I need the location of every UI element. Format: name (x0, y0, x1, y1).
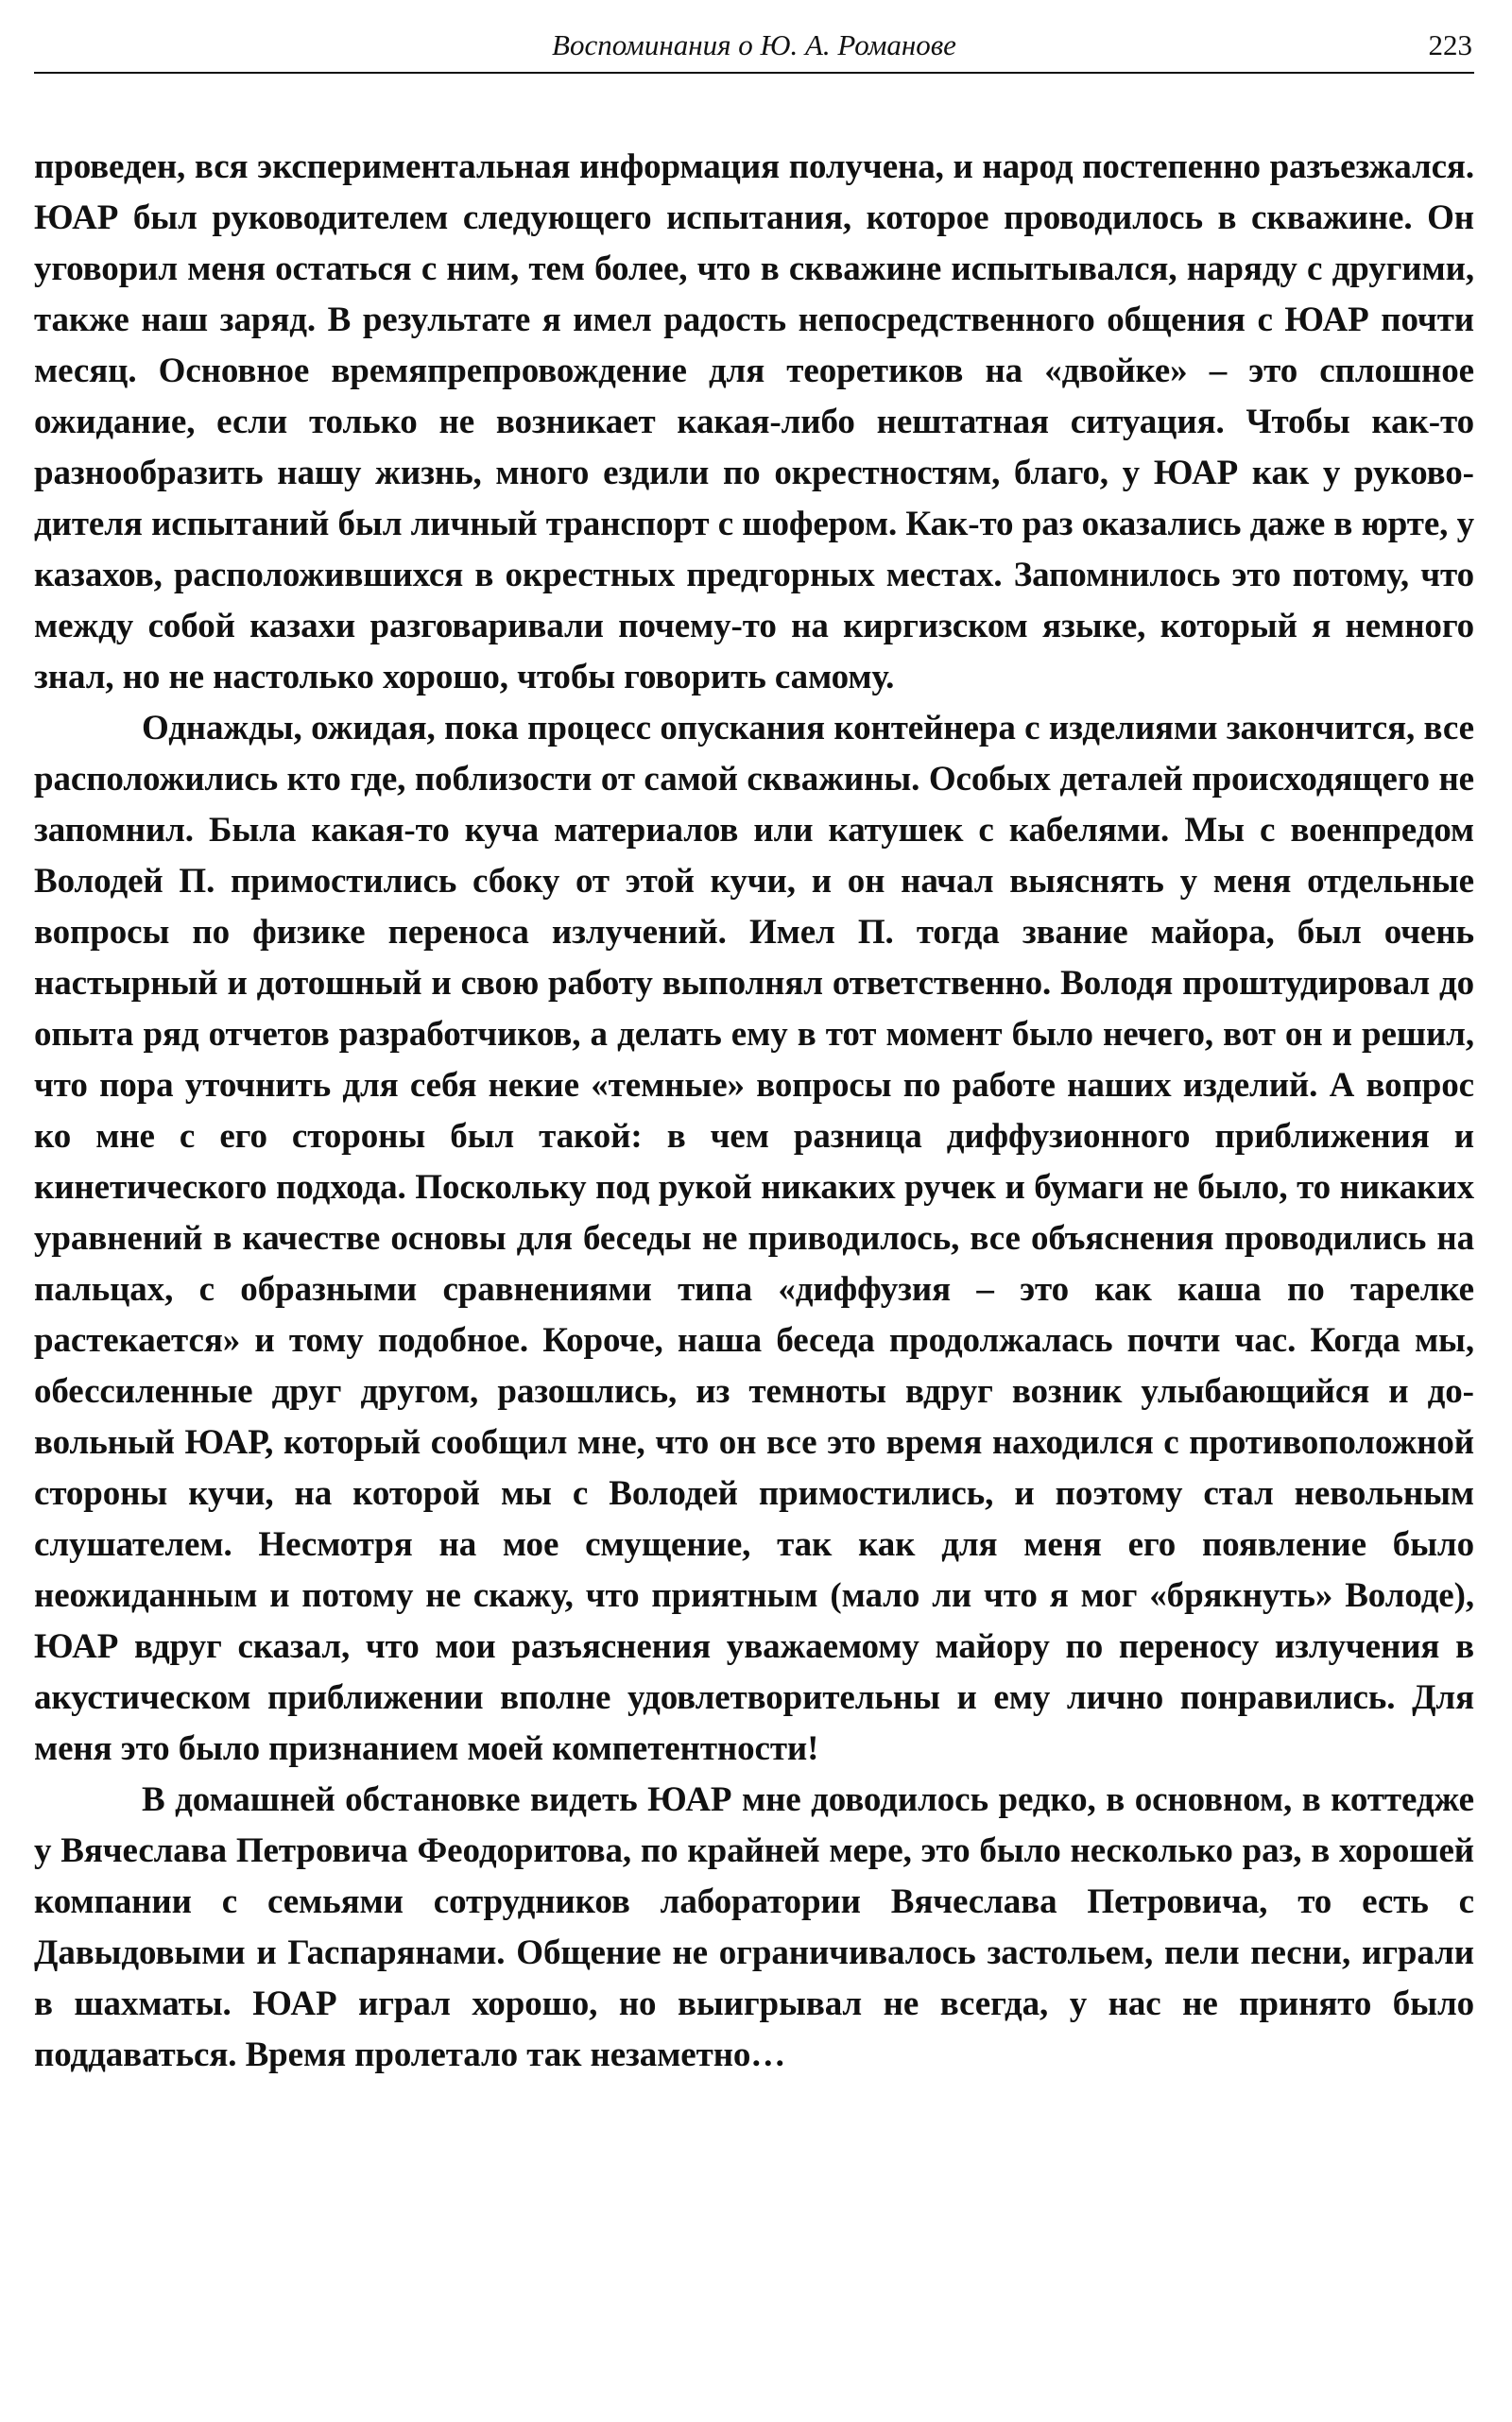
running-title: Воспоминания о Ю. А. Романове (552, 28, 956, 61)
paragraph-continuation: проведен, вся экспериментальная информация получена, и народ постепенно разъезжался. ЮАР был руководителем следующего испытания, которое проводилось в скважине. Он уговорил меня остаться с ним, тем более, что в скважине испытывался, наряду с другими, также наш заряд. В результате я имел радость непосредственного общения с ЮАР почти месяц. Основное времяпрепровождение для теоретиков на «двойке» – это сплошное ожидание, если только не возникает какая-либо нештатная ситуация. Чтобы как-то разнообразить нашу жизнь, много ездили по окрестностям, благо, у ЮАР как у руководителя испытаний был личный транспорт с шофером. Как-то раз оказались даже в юрте, у казахов, расположившихся в окрестных предгорных местах. Запомнилось это потому, что между собой казахи разговаривали почему-то на киргизском языке, который я немного знал, но не настолько хорошо, чтобы говорить самому. (34, 147, 1474, 696)
body-text (34, 142, 1474, 2081)
book-page (34, 19, 1474, 2081)
page-number: 223 (1428, 28, 1472, 61)
paragraph: Однажды, ожидая, пока процесс опускания контейнера с изделиями закончится, все расположились кто где, поблизости от самой скважины. Особых деталей происходящего не запомнил. Была какая-то куча материалов или катушек с кабелями. Мы с военпредом Володей П. примостились сбоку от этой кучи, и он начал выяснять у меня отдельные вопросы по физике переноса излучений. Имел П. тогда звание майора, был очень настырный и дотошный и свою работу выполнял ответственно. Володя проштудировал до опыта ряд отчетов разработчиков, а делать ему в тот момент было нечего, вот он и решил, что пора уточнить для себя некие «темные» вопросы по работе наших изделий. А вопрос ко мне с его стороны был такой: в чем разница диффузионного приближения и кинетического подхода. Поскольку под рукой никаких ручек и бумаги не было, то никаких уравнений в качестве основы для беседы не приводилось, все объяснения проводились на пальцах, с образными сравнениями типа «диффузия – это как каша по тарелке растекается» и тому подобное. Короче, наша беседа продолжалась почти час. Когда мы, обессиленные друг другом, разошлись, из темноты вдруг возник улыбающийся и довольный ЮАР, который сообщил мне, что он все это время находился с противоположной стороны кучи, на которой мы с Володей примостились, и поэтому стал невольным слушателем. Несмотря на мое смущение, так как для меня его появление было неожиданным и потому не скажу, что приятным (мало ли что я мог «брякнуть» Володе), ЮАР вдруг сказал, что мои разъяснения уважаемому майору по переносу излучения в акустическом приближении вполне удовлетворительны и ему лично понравились. Для меня это было признанием моей компетентности! (34, 709, 1474, 1768)
paragraph: В домашней обстановке видеть ЮАР мне доводилось редко, в основном, в коттедже у Вячеслава Петровича Феодоритова, по крайней мере, это было несколько раз, в хорошей компании с семьями сотрудников лаборатории Вячеслава Петровича, то есть с Давыдовыми и Гаспарянами. Общение не ограничивалось застольем, пели песни, играли в шахматы. ЮАР играл хорошо, но выигрывал не всегда, у нас не принято было поддаваться. Время пролетало так незаметно… (34, 1780, 1474, 2074)
running-header (34, 19, 1474, 74)
